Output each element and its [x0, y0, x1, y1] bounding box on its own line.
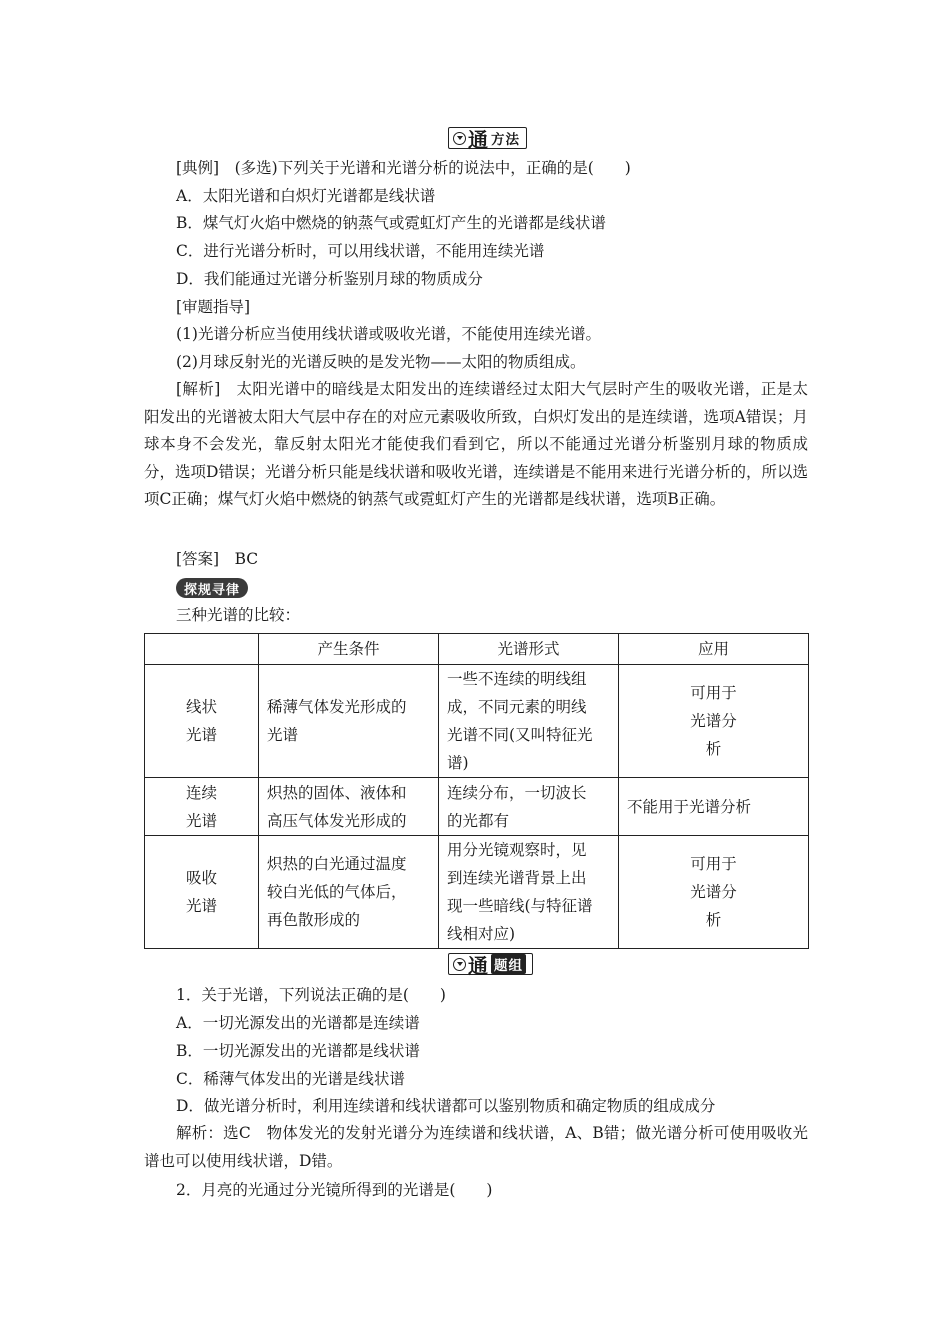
- section-badge-group: [448, 953, 533, 978]
- example-option-c: C．进行光谱分析时，可以用线状谱，不能用连续光谱: [176, 242, 545, 260]
- row-name-cell: [145, 665, 259, 778]
- example-option-b: B．煤气灯火焰中燃烧的钠蒸气或霓虹灯产生的光谱都是线状谱: [176, 214, 606, 232]
- cell-line: 光谱: [185, 897, 217, 915]
- guide-point-1: (1)光谱分析应当使用线状谱或吸收光谱，不能使用连续光谱。: [176, 325, 601, 343]
- explore-rule-badge: 探规寻律: [176, 578, 248, 598]
- badge-sub-text: 方法: [491, 132, 520, 148]
- cell-line: 光谱: [185, 726, 217, 744]
- cell-line: 稀薄气体发光形成的: [267, 698, 407, 716]
- row-name-cell: [145, 836, 259, 949]
- cell-line: 连续分布，一切波长: [447, 783, 587, 802]
- example-analysis: [解析] 太阳光谱中的暗线是太阳发出的连续谱经过太阳大气层时产生的吸收光谱，正是太阳发出的光谱被太阳大气层中存在的对应元素吸收所致，白炽灯发出的是连续谱，选项A错误；月球本身不会发光，靠反射太阳光才能使我们看到它，所以不能通过光谱分析鉴别月球的物质成分，选项D错误；光谱分析只能是线状谱和吸收光谱，连续谱是不能用来进行光谱分析的，所以选项C正确；煤气灯火焰中燃烧的钠蒸气或霓虹灯产生的光谱都是线状谱，选项B正确。: [144, 380, 808, 508]
- row-condition-cell: [259, 665, 439, 778]
- cell-line: 高压气体发光形成的: [267, 811, 407, 830]
- badge-sub-text: 题组: [491, 954, 526, 974]
- spectrum-comparison-table: [144, 633, 809, 949]
- comparison-title: 三种光谱的比较：: [176, 606, 301, 624]
- example-option-a: A．太阳光谱和白炽灯光谱都是线状谱: [176, 187, 436, 205]
- q1-option-c: C．稀薄气体发出的光谱是线状谱: [176, 1070, 405, 1088]
- row-form-cell: [439, 665, 619, 778]
- q2-stem: 2．月亮的光通过分光镜所得到的光谱是( ): [176, 1181, 493, 1199]
- row-use-cell: [619, 778, 809, 836]
- cell-line: 再色散形成的: [267, 911, 361, 929]
- cell-line: 光谱分: [690, 883, 737, 901]
- example-stem: [典例] (多选)下列关于光谱和光谱分析的说法中，正确的是( ): [176, 159, 631, 177]
- cell-line: 线状: [185, 698, 217, 716]
- row-condition-cell: [259, 778, 439, 836]
- example-answer: [答案] BC: [176, 550, 259, 568]
- cell-line: 可用于: [690, 855, 737, 873]
- header-cell-use: 应用: [619, 634, 809, 665]
- table-header-row: [145, 634, 809, 665]
- cell-line: 吸收: [185, 869, 217, 887]
- row-name-cell: [145, 778, 259, 836]
- cell-line: 光谱分: [690, 712, 737, 730]
- q1-stem: 1．关于光谱，下列说法正确的是( ): [176, 986, 446, 1004]
- q1-option-b: B．一切光源发出的光谱都是线状谱: [176, 1042, 420, 1060]
- cell-line: 用分光镜观察时，见: [447, 841, 587, 859]
- cell-line: 成，不同元素的明线: [447, 698, 587, 716]
- cell-line: 的光都有: [447, 811, 510, 830]
- row-use-cell: [619, 665, 809, 778]
- row-use-cell: [619, 836, 809, 949]
- cell-line: 连续: [185, 783, 217, 802]
- badge-big-char: 通: [468, 953, 488, 978]
- table-row: [145, 778, 809, 836]
- guide-title: [审题指导]: [176, 298, 251, 316]
- cell-line: 析: [705, 740, 722, 758]
- triangle-circle-icon: [453, 958, 466, 971]
- q1-option-d: D．做光谱分析时，利用连续谱和线状谱都可以鉴别物质和确定物质的组成成分: [176, 1097, 716, 1115]
- header-cell-condition: 产生条件: [259, 634, 439, 665]
- q1-analysis: 解析：选C 物体发光的发射光谱分为连续谱和线状谱，A、B错；做光谱分析可使用吸收光谱也可以使用线状谱，D错。: [144, 1124, 808, 1170]
- row-form-cell: [439, 778, 619, 836]
- row-form-cell: [439, 836, 619, 949]
- triangle-circle-icon: [453, 132, 466, 145]
- cell-line: 谱): [447, 754, 469, 772]
- cell-line: 现一些暗线(与特征谱: [447, 897, 593, 915]
- q1-option-a: A．一切光源发出的光谱都是连续谱: [176, 1014, 420, 1032]
- cell-line: 析: [705, 911, 722, 929]
- guide-point-2: (2)月球反射光的光谱反映的是发光物——太阳的物质组成。: [176, 353, 586, 371]
- cell-line: 一些不连续的明线组: [447, 670, 587, 688]
- cell-line: 炽热的固体、液体和: [267, 783, 407, 802]
- cell-line: 炽热的白光通过温度: [267, 855, 407, 873]
- cell-line: 光谱: [267, 726, 299, 744]
- example-option-d: D．我们能通过光谱分析鉴别月球的物质成分: [176, 270, 483, 288]
- cell-line: 光谱: [185, 811, 217, 830]
- cell-line: 可用于: [690, 684, 737, 702]
- badge-big-char: 通: [468, 127, 488, 152]
- table-row: [145, 665, 809, 778]
- section-badge-method: [448, 127, 527, 152]
- cell-line: 到连续光谱背景上出: [447, 869, 587, 887]
- table-row: [145, 836, 809, 949]
- cell-line: 不能用于光谱分析: [627, 797, 752, 816]
- cell-line: 较白光低的气体后，: [267, 883, 407, 901]
- cell-line: 光谱不同(又叫特征光: [447, 726, 593, 744]
- row-condition-cell: [259, 836, 439, 949]
- header-cell-empty: [145, 634, 259, 665]
- cell-line: 线相对应): [447, 925, 516, 943]
- header-cell-form: 光谱形式: [439, 634, 619, 665]
